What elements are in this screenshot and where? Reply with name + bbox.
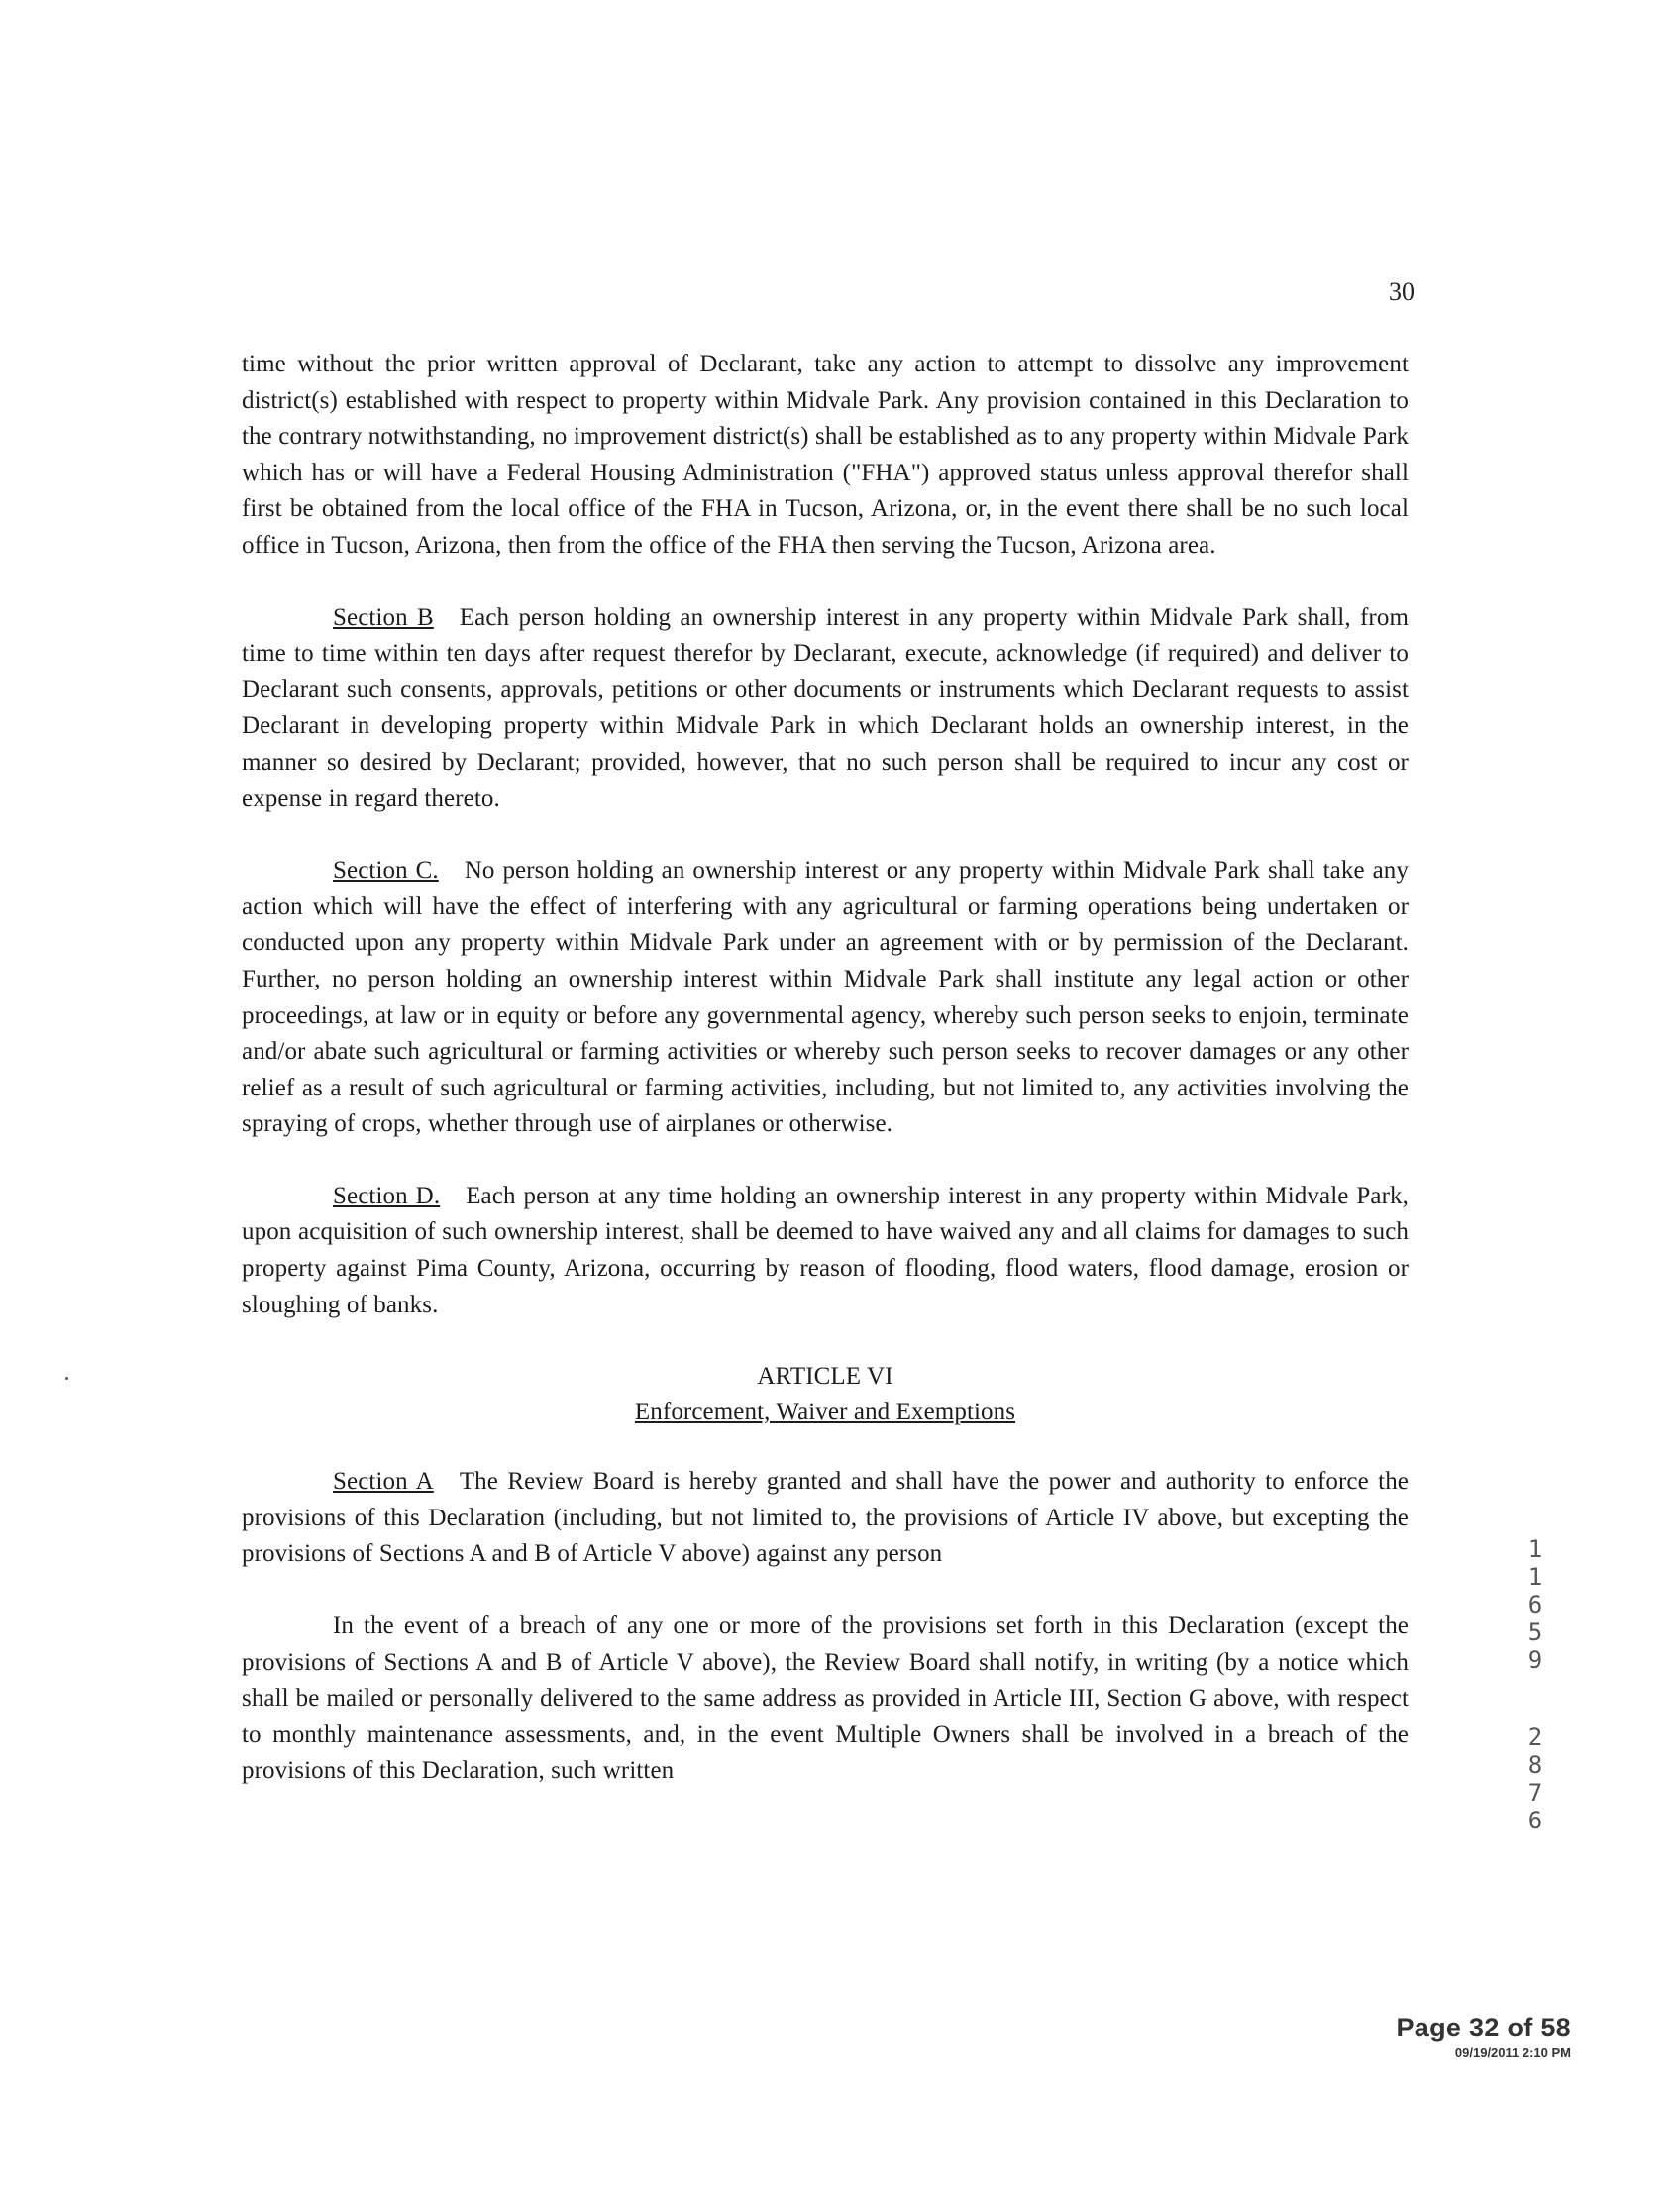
breach-notice-text: In the event of a breach of any one or more of the provisions set forth in this Declaration (except the provisions of Sections A and B of Article V above), the Review Board shall notify, in writing (by a notice which shall be mailed or personally delivered to the same address as provided in Article III, Section G above, with respect to monthly maintenance assessments, and, in the event Multiple Owners shall be involved in a breach of the provisions of this Declaration, such written [242, 1613, 1409, 1785]
article-title: ARTICLE VI [757, 1363, 893, 1391]
article-heading [242, 1359, 1409, 1430]
paragraph-section-c [242, 853, 1409, 1143]
footer [1397, 2013, 1572, 2060]
paragraph-section-d [242, 1179, 1409, 1323]
footer-timestamp: 09/19/2011 2:10 PM [1454, 2045, 1571, 2060]
margin-stamp-top: 11659 [1527, 1535, 1543, 1674]
section-d-label: Section D. [333, 1182, 441, 1209]
paragraph-text: time without the prior written approval of Declarant, take any action to attempt to dissolve any improvement district(s) established with respect to property within Midvale Park. Any provision contained in this Declaration to the contrary notwithstanding, no improvement district(s) shall be established as to any property within Midvale Park which has or will have a Federal Housing Administration ("FHA") approved status unless approval therefor shall first be obtained from the local office of the FHA in Tucson, Arizona, or, in the event there shall be no such local office in Tucson, Arizona, then from the office of the FHA then serving the Tucson, Arizona area. [242, 351, 1409, 559]
section-b-label: Section B [333, 603, 434, 631]
scan-artifact-dot [65, 1377, 68, 1380]
article-section-a-label: Section A [333, 1468, 434, 1496]
page-number: 30 [1389, 277, 1415, 306]
section-d-text: Each person at any time holding an ownership interest in any property within Midvale Park, upon acquisition of such ownership interest, shall be deemed to have waived any and all claims for damages to such property against Pima County, Arizona, occurring by reason of flooding, flood waters, flood damage, erosion or sloughing of banks. [242, 1182, 1410, 1318]
paragraph-section-b [242, 600, 1409, 818]
paragraph-breach-notice [242, 1609, 1409, 1790]
footer-page-count: Page 32 of 58 [1396, 2013, 1571, 2042]
section-c-text: No person holding an ownership interest or any property within Midvale Park shall take any action which will have the effect of interfering with any agricultural or farming operations being undertaken or conducted upon any property within Midvale Park under an agreement with or by permission of the Declarant. Further, no person holding an ownership interest within Midvale Park shall institute any legal action or other proceedings, at law or in equity or before any governmental agency, whereby such person seeks to enjoin, terminate and/or abate such agricultural or farming activities or whereby such person seeks to recover damages or any other relief as a result of such agricultural or farming activities, including, but not limited to, any activities involving the spraying of crops, whether through use of airplanes or otherwise. [242, 857, 1409, 1138]
article-subtitle: Enforcement, Waiver and Exemptions [634, 1399, 1016, 1426]
section-c-label: Section C. [333, 857, 439, 885]
section-b-text: Each person holding an ownership interest in any property within Midvale Park shall, from time to time within ten days after request therefor by Declarant, execute, acknowledge (if required) and deliver to Declarant such consents, approvals, petitions or other documents or instruments which Declarant requests to assist Declarant in developing property within Midvale Park in which Declarant holds an ownership interest, in the manner so desired by Declarant; provided, however, that no such person shall be required to incur any cost or expense in regard thereto. [242, 603, 1409, 812]
document-body [242, 347, 1409, 1825]
margin-stamp-bottom: 2876 [1527, 1723, 1543, 1834]
paragraph-continuation [242, 347, 1409, 565]
article-section-a-text: The Review Board is hereby granted and shall have the power and authority to enforce the provisions of this Declaration (including, but not limited to, the provisions of Article IV above, but excepting the provisions of Sections A and B of Article V above) against any person [242, 1468, 1409, 1568]
paragraph-article-section-a [242, 1464, 1409, 1573]
